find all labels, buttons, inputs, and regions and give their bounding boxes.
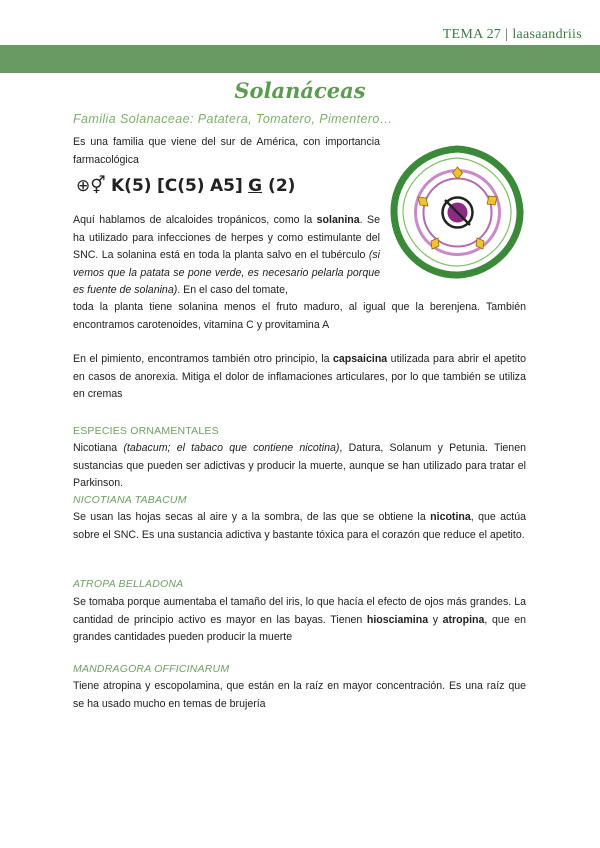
term-atropina: atropina: [442, 613, 485, 626]
nicotiana-paragraph: [73, 509, 526, 544]
alkaloids-paragraph: [73, 212, 380, 300]
text-run: , que actúa sobre el SNC. Es una sustancia adictiva y bastante tóxica para el corazón que reduce el apetito.: [73, 511, 527, 541]
formula-gynoecium-count: (2): [262, 176, 296, 196]
formula-gynoecium: G: [248, 176, 263, 196]
page-subtitle: Familia Solanaceae: Patatera, Tomatero, Pimentero…: [73, 112, 393, 126]
floral-formula: [76, 176, 295, 196]
text-run: Se tomaba porque aumentaba el tamaño del iris, lo que hacía el efecto de ojos más grandes. La cantidad de principio activo es mayor en las bayas. Tienen: [73, 596, 526, 626]
header-separator: |: [505, 27, 509, 42]
ornamentales-paragraph: [73, 440, 526, 493]
text-run: . En el caso del tomate,: [177, 284, 288, 296]
section-heading-atropa: ATROPA BELLADONA: [73, 578, 184, 590]
text-run: Nicotiana: [73, 442, 124, 454]
topic-label: TEMA 27: [442, 27, 502, 42]
term-capsaicina: capsaicina: [333, 353, 388, 365]
text-run: y: [428, 613, 443, 626]
term-hiosciamina: hiosciamina: [366, 613, 429, 626]
text-run: utilizada para abrir el apetito en casos de anorexia. Mitiga el dolor de inflamaciones articulares, por lo que también se utiliza en cremas: [73, 353, 526, 400]
tomato-paragraph: toda la planta tiene solanina menos el fruto maduro, al igual que la berenjena. También encontramos carotenoides, vitamina C y provitamina A: [73, 301, 526, 331]
text-run: Se usan las hojas secas al aire y a la sombra, de las que se obtiene la: [73, 511, 431, 523]
pepper-paragraph: [73, 351, 526, 404]
header-band: [0, 45, 600, 73]
intro-paragraph: Es una familia que viene del sur de América, con importancia farmacológica: [73, 136, 380, 166]
term-nicotina: nicotina: [430, 511, 471, 523]
section-heading-ornamentales: ESPECIES ORNAMENTALES: [73, 425, 219, 437]
text-run: , Datura, Solanum y Petunia. Tienen sustancias que pueden ser adictivas y producir la muerte, aunque se han utilizado para tratar el Parkinson.: [73, 442, 526, 489]
atropa-paragraph: [73, 594, 526, 647]
formula-symbols: ⊕⚥: [76, 176, 106, 196]
text-run: , que en grandes cantidades pueden producir la muerte: [73, 613, 526, 643]
page-title: Solanáceas: [234, 78, 366, 103]
section-heading-mandragora: MANDRAGORA OFFICINARUM: [73, 663, 230, 675]
formula-calyx: K(5): [111, 176, 152, 196]
ovary: [443, 198, 473, 228]
mandragora-paragraph: Tiene atropina y escopolamina, que están en la raíz en mayor concentración. Es una raíz que se ha usado mucho en temas de brujería: [73, 680, 526, 710]
formula-corolla: [C(5): [156, 176, 205, 196]
note-tabacum: (tabacum; el tabaco que contiene nicotina): [123, 442, 340, 454]
formula-androecium: A5]: [209, 176, 243, 196]
text-run: En el pimiento, encontramos también otro principio, la: [73, 353, 333, 365]
note-patata: (si vemos que la patata se pone verde, es necesario pelarla porque es fuente de solanina): [73, 249, 380, 296]
text-run: . Se ha utilizado para infecciones de herpes y como estimulante del SNC. La solanina está en toda la planta salvo en el tubérculo: [73, 214, 380, 261]
section-heading-nicotiana: NICOTIANA TABACUM: [73, 494, 187, 506]
author-label: laasaandriis: [512, 27, 582, 42]
floral-diagram-icon: [390, 145, 525, 280]
term-solanina: solanina: [316, 214, 360, 226]
page-header: [443, 27, 582, 43]
text-run: Aquí hablamos de alcaloides tropánicos, como la: [73, 214, 317, 226]
